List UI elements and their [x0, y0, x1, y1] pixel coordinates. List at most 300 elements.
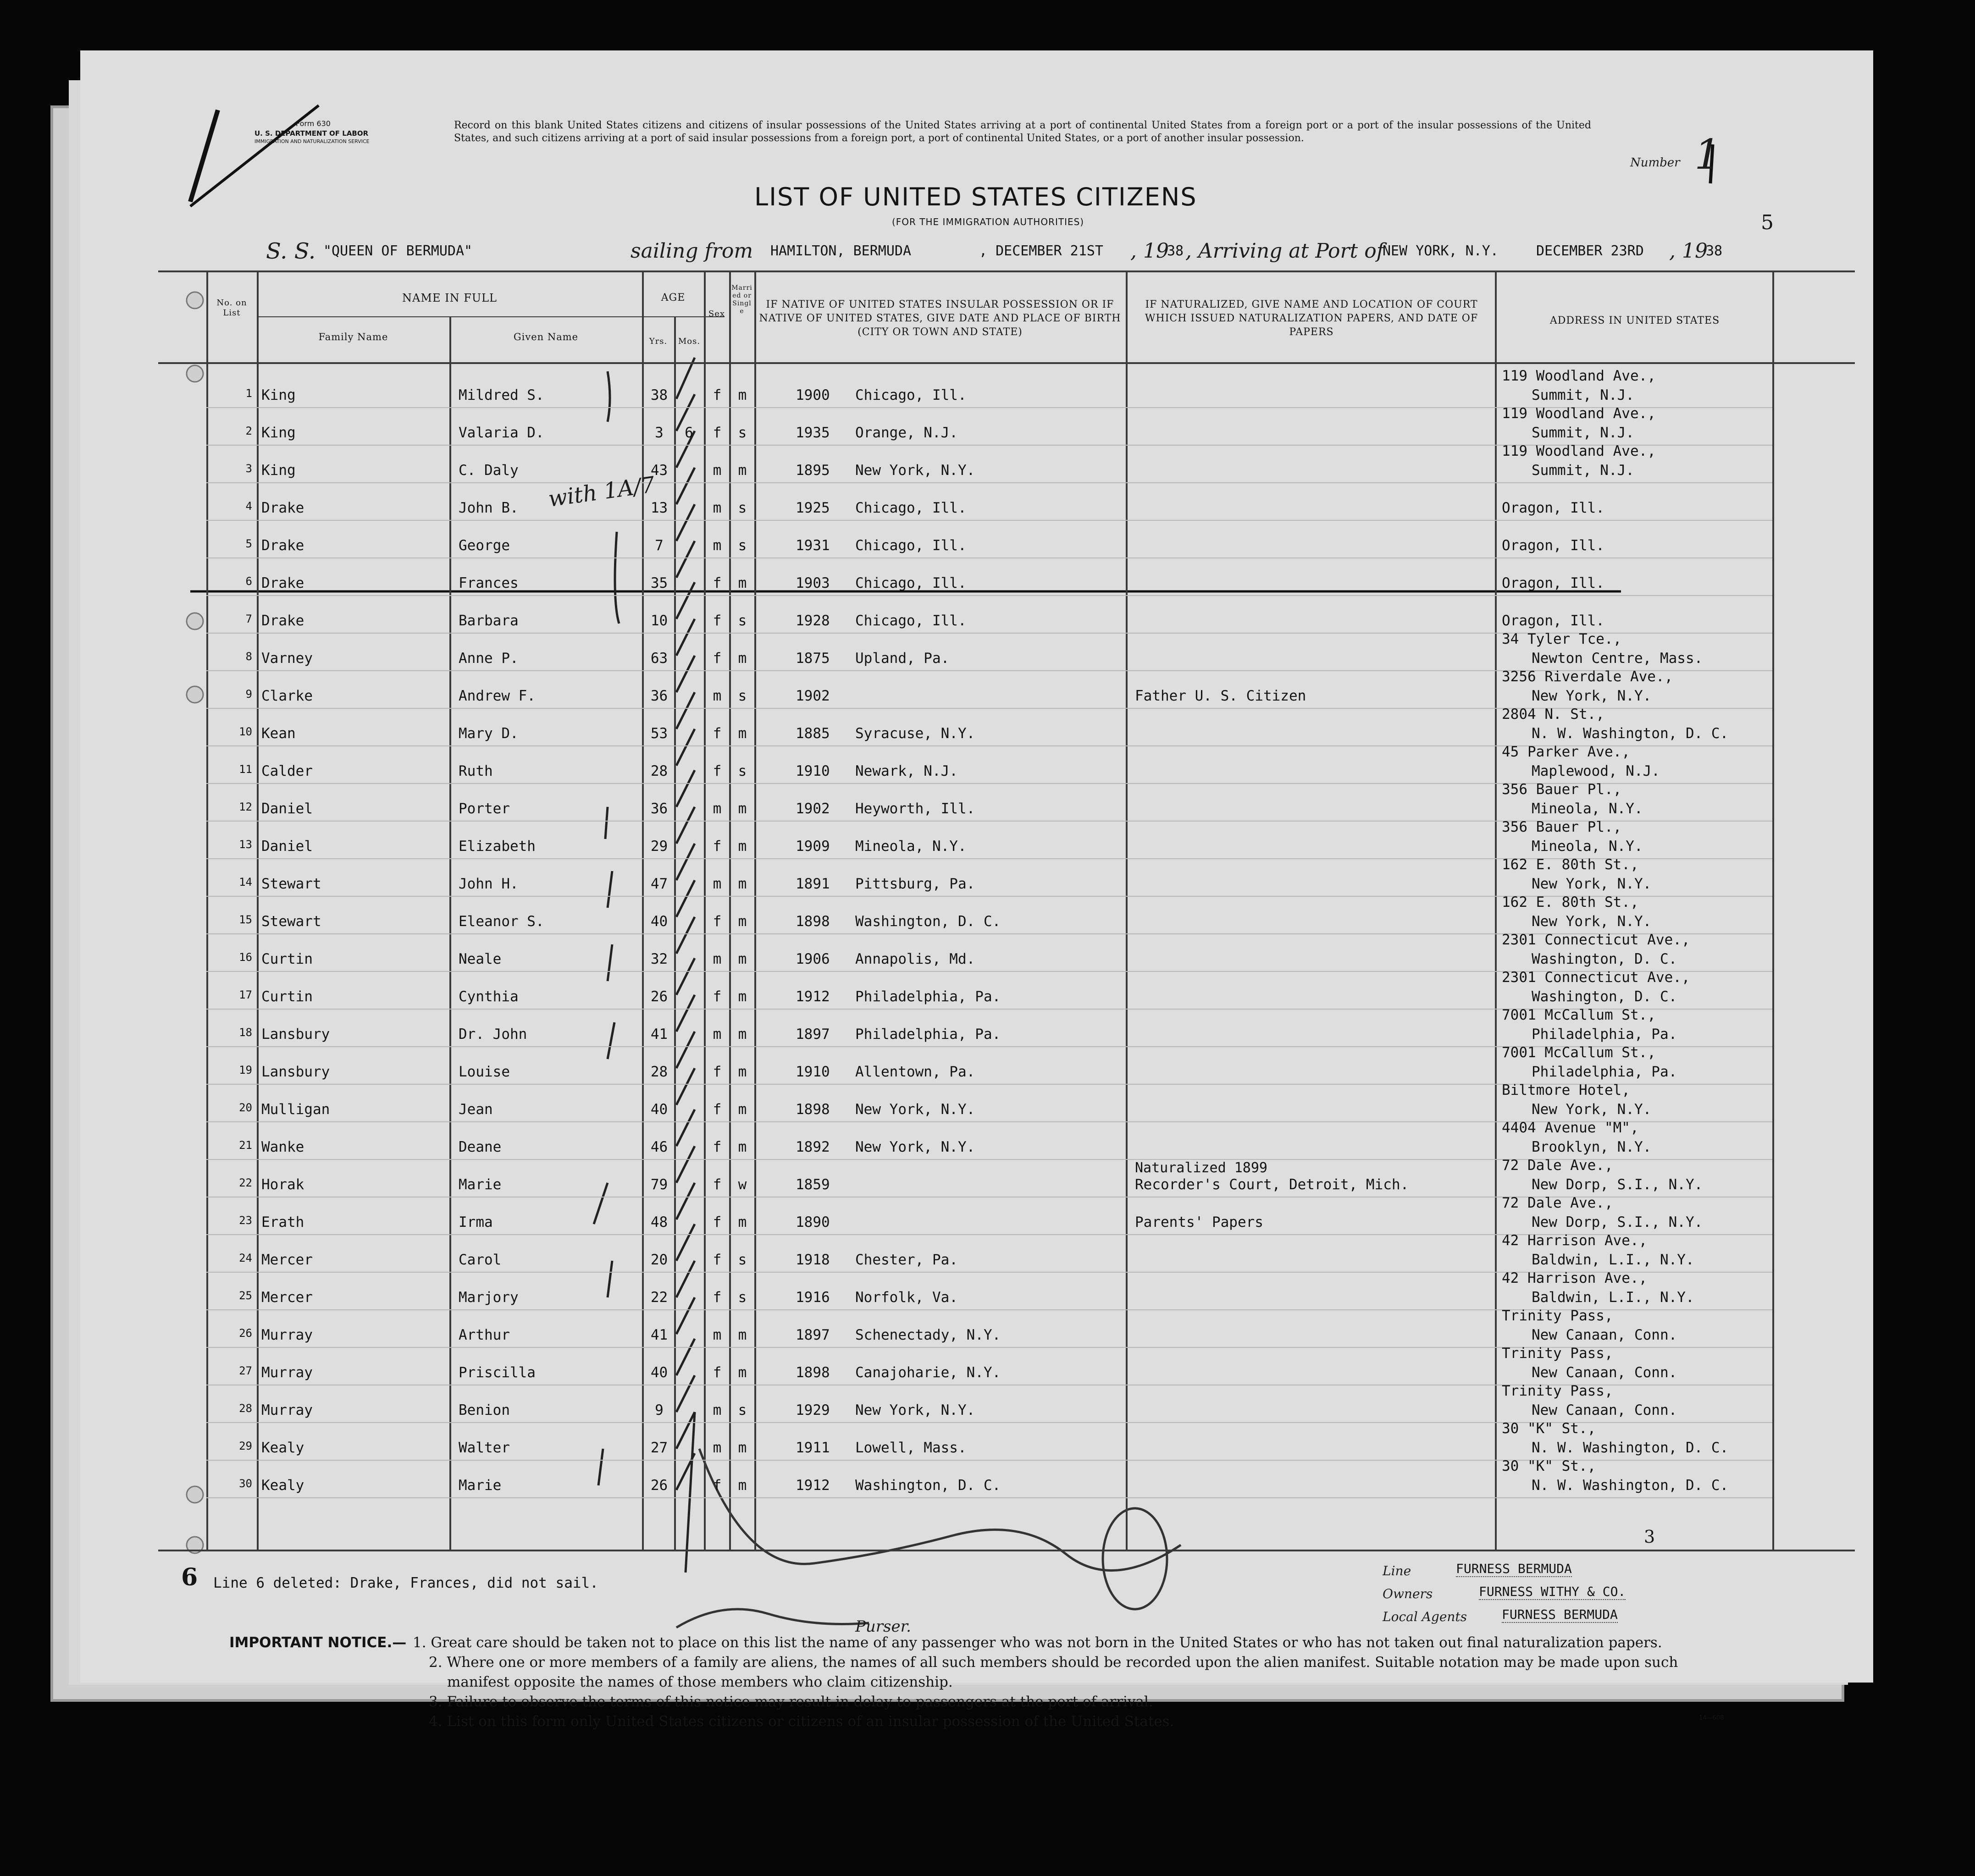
cell-address-line1: 45 Parker Ave.,	[1502, 744, 1630, 760]
cell-given: Anne P.	[459, 650, 519, 667]
arrival-date: DECEMBER 23RD	[1536, 243, 1644, 259]
cell-place: Norfolk, Va.	[855, 1289, 958, 1306]
cell-place: Schenectady, N.Y.	[855, 1327, 1001, 1343]
cell-given: Neale	[459, 951, 502, 967]
cell-address-line1: Trinity Pass,	[1502, 1345, 1613, 1362]
cell-given: Priscilla	[459, 1364, 536, 1381]
margin-six: 6	[181, 1563, 198, 1591]
cell-year: 1902	[796, 800, 830, 817]
cell-ms: s	[738, 1402, 747, 1418]
cell-family: Lansbury	[261, 1026, 330, 1043]
sail-year-prefix: , 19	[1130, 239, 1169, 263]
cell-year: 1906	[796, 951, 830, 967]
cell-family: Murray	[261, 1364, 313, 1381]
cell-no: 1	[245, 387, 252, 400]
cell-given: Dr. John	[459, 1026, 527, 1043]
cell-family: Curtin	[261, 951, 313, 967]
col-header-no: No. on List	[216, 298, 247, 318]
cell-given: Cynthia	[459, 988, 519, 1005]
cell-yrs: 7	[655, 537, 664, 554]
cell-yrs: 53	[650, 725, 668, 742]
page-mark: 5	[1761, 211, 1774, 234]
cell-sex: f	[713, 612, 722, 629]
cell-year: 1929	[796, 1402, 830, 1418]
cell-address-line1: Trinity Pass,	[1502, 1383, 1613, 1399]
cell-ms: m	[738, 650, 747, 667]
cell-no: 14	[239, 876, 252, 888]
cell-place: Chicago, Ill.	[855, 537, 967, 554]
cell-sex: f	[713, 838, 722, 855]
cell-yrs: 36	[650, 800, 668, 817]
cell-address-line2: Philadelphia, Pa.	[1532, 1064, 1677, 1080]
col-divider	[704, 270, 706, 1550]
cell-given: Louise	[459, 1064, 510, 1080]
cell-no: 9	[245, 688, 252, 701]
cell-no: 7	[245, 612, 252, 625]
cell-no: 28	[239, 1402, 252, 1415]
cell-sex: f	[713, 1252, 722, 1268]
cell-address-line2: Oragon, Ill.	[1502, 612, 1604, 629]
cell-place: Newark, N.J.	[855, 763, 958, 779]
cell-ms: m	[738, 1440, 747, 1456]
cell-year: 1898	[796, 1101, 830, 1118]
cell-ms: s	[738, 425, 747, 441]
cell-no: 30	[239, 1477, 252, 1490]
cell-year: 1859	[796, 1176, 830, 1193]
cell-address-line2: New Dorp, S.I., N.Y.	[1532, 1214, 1703, 1230]
cell-yrs: 40	[650, 1101, 668, 1118]
table-top-rule	[158, 270, 1855, 272]
cell-sex: f	[713, 1477, 722, 1494]
cell-sex: f	[713, 913, 722, 930]
cell-given: Frances	[459, 575, 519, 591]
line-value: FURNESS BERMUDA	[1456, 1561, 1572, 1576]
cell-address-line2: Oragon, Ill.	[1502, 537, 1604, 554]
cell-address-line1: 30 "K" St.,	[1502, 1458, 1596, 1474]
cell-ms: m	[738, 1214, 747, 1230]
cell-address-line1: 2301 Connecticut Ave.,	[1502, 969, 1690, 986]
cell-given: George	[459, 537, 510, 554]
cell-place: Washington, D. C.	[855, 1477, 1001, 1494]
cell-address-line2: Mineola, N.Y.	[1532, 838, 1643, 855]
cell-nat: Parents' Papers	[1135, 1214, 1263, 1230]
cell-ms: m	[738, 1477, 747, 1494]
col-header-family: Family Name	[318, 331, 388, 342]
cell-given: Mary D.	[459, 725, 519, 742]
cell-sex: m	[713, 951, 722, 967]
cell-address-line1: 30 "K" St.,	[1502, 1420, 1596, 1437]
cell-ms: m	[738, 838, 747, 855]
cell-place: Philadelphia, Pa.	[855, 988, 1001, 1005]
cell-no: 10	[239, 725, 252, 738]
service-label: IMMIGRATION AND NATURALIZATION SERVICE	[254, 138, 370, 144]
cell-address-line1: 42 Harrison Ave.,	[1502, 1270, 1648, 1286]
cell-year: 1910	[796, 763, 830, 779]
cell-given: Marie	[459, 1176, 502, 1193]
number-value: 1	[1694, 131, 1721, 179]
cell-place: Upland, Pa.	[855, 650, 950, 667]
tally-mark: 3	[1644, 1527, 1655, 1547]
cell-given: Valaria D.	[459, 425, 544, 441]
cell-year: 1903	[796, 575, 830, 591]
cell-no: 12	[239, 800, 252, 813]
cell-address-line2: Brooklyn, N.Y.	[1532, 1139, 1652, 1155]
cell-year: 1916	[796, 1289, 830, 1306]
cell-family: Horak	[261, 1176, 304, 1193]
cell-ms: m	[738, 1101, 747, 1118]
arriving-label: , Arriving at Port of	[1185, 239, 1384, 263]
cell-given: Mildred S.	[459, 387, 544, 403]
cell-address-line2: Summit, N.J.	[1532, 387, 1634, 403]
cell-year: 1900	[796, 387, 830, 403]
cell-place: Chicago, Ill.	[855, 575, 967, 591]
cell-ms: m	[738, 1026, 747, 1043]
cell-ms: s	[738, 1289, 747, 1306]
cell-yrs: 13	[650, 500, 668, 516]
owners-value: FURNESS WITHY & CO.	[1479, 1584, 1626, 1599]
cell-ms: s	[738, 1252, 747, 1268]
cell-no: 19	[239, 1064, 252, 1076]
cell-ms: m	[738, 725, 747, 742]
cell-family: Kealy	[261, 1477, 304, 1494]
cell-year: 1890	[796, 1214, 830, 1230]
cell-ms: s	[738, 500, 747, 516]
cell-place: Chicago, Ill.	[855, 387, 967, 403]
cell-place: New York, N.Y.	[855, 1139, 975, 1155]
cell-sex: m	[713, 1440, 722, 1456]
cell-yrs: 27	[650, 1440, 668, 1456]
cell-address-line2: Baldwin, L.I., N.Y.	[1532, 1289, 1694, 1306]
cell-sex: m	[713, 462, 722, 479]
cell-family: Daniel	[261, 800, 313, 817]
col-header-married: Married or Single	[731, 284, 752, 315]
department-label: U. S. DEPARTMENT OF LABOR	[254, 129, 369, 138]
purser-label: Purser.	[855, 1617, 911, 1636]
col-header-birth: IF NATIVE OF UNITED STATES INSULAR POSSESSION OR IF NATIVE OF UNITED STATES, GIVE DATE AND PLACE OF BIRTH (CITY OR TOWN AND STATE)	[759, 299, 1121, 338]
cell-place: Heyworth, Ill.	[855, 800, 975, 817]
cell-address-line2: N. W. Washington, D. C.	[1532, 1477, 1729, 1494]
cell-address-line1: 72 Dale Ave.,	[1502, 1195, 1613, 1211]
cell-family: Curtin	[261, 988, 313, 1005]
col-header-name: NAME IN FULL	[402, 292, 497, 304]
col-header-address: ADDRESS IN UNITED STATES	[1549, 315, 1720, 326]
cell-no: 3	[245, 462, 252, 475]
cell-mos: 6	[685, 425, 693, 441]
cell-no: 24	[239, 1252, 252, 1264]
number-label: Number	[1630, 156, 1680, 170]
cell-yrs: 47	[650, 876, 668, 892]
cell-yrs: 40	[650, 913, 668, 930]
cell-address-line2: New Canaan, Conn.	[1532, 1327, 1677, 1343]
cell-place: Pittsburg, Pa.	[855, 876, 975, 892]
cell-yrs: 41	[650, 1327, 668, 1343]
cell-sex: f	[713, 425, 722, 441]
cell-family: Mercer	[261, 1252, 313, 1268]
cell-nat: Recorder's Court, Detroit, Mich.	[1135, 1176, 1409, 1193]
cell-year: 1897	[796, 1026, 830, 1043]
port-of-arrival: NEW YORK, N.Y.	[1383, 243, 1499, 259]
arrive-year-prefix: , 19	[1669, 239, 1708, 263]
cell-ms: m	[738, 1327, 747, 1343]
cell-sex: f	[713, 1139, 722, 1155]
cell-place: Syracuse, N.Y.	[855, 725, 975, 742]
cell-no: 13	[239, 838, 252, 851]
page-title: LIST OF UNITED STATES CITIZENS	[754, 182, 1197, 211]
owners-label: Owners	[1383, 1586, 1433, 1601]
col-divider	[1495, 270, 1497, 1550]
cell-given: Deane	[459, 1139, 502, 1155]
cell-yrs: 43	[650, 462, 668, 479]
cell-year: 1892	[796, 1139, 830, 1155]
cell-given: Arthur	[459, 1327, 510, 1343]
cell-address-line2: Oragon, Ill.	[1502, 500, 1604, 516]
row-rule	[206, 482, 1772, 483]
col-divider	[754, 270, 756, 1550]
col-header-given: Given Name	[513, 331, 579, 342]
cell-family: Lansbury	[261, 1064, 330, 1080]
ss-label: S. S.	[266, 238, 316, 264]
cell-family: Clarke	[261, 688, 313, 704]
cell-no: 11	[239, 763, 252, 776]
cell-yrs: 28	[650, 1064, 668, 1080]
cell-address-line1: 3256 Riverdale Ave.,	[1502, 668, 1673, 685]
cell-ms: s	[738, 537, 747, 554]
cell-year: 1909	[796, 838, 830, 855]
cell-sex: f	[713, 1101, 722, 1118]
cell-year: 1897	[796, 1327, 830, 1343]
cell-address-line1: 162 E. 80th St.,	[1502, 894, 1639, 910]
cell-no: 26	[239, 1327, 252, 1340]
row-rule	[206, 520, 1772, 521]
cell-sex: f	[713, 1176, 722, 1193]
cell-address-line2: N. W. Washington, D. C.	[1532, 1440, 1729, 1456]
cell-sex: f	[713, 725, 722, 742]
col-divider	[729, 270, 731, 1550]
cell-year: 1912	[796, 988, 830, 1005]
cell-place: Chicago, Ill.	[855, 612, 967, 629]
cell-place: Lowell, Mass.	[855, 1440, 967, 1456]
cell-family: King	[261, 387, 296, 403]
cell-sex: f	[713, 1289, 722, 1306]
cell-sex: f	[713, 1064, 722, 1080]
sailing-date: , DECEMBER 21ST	[979, 243, 1103, 259]
cell-ms: m	[738, 1139, 747, 1155]
cell-address-line1: 7001 McCallum St.,	[1502, 1007, 1656, 1023]
cell-given: C. Daly	[459, 462, 519, 479]
cell-year: 1898	[796, 913, 830, 930]
cell-yrs: 35	[650, 575, 668, 591]
cell-year: 1902	[796, 688, 830, 704]
col-divider	[674, 316, 676, 1550]
agents-value: FURNESS BERMUDA	[1502, 1607, 1618, 1622]
cell-year: 1910	[796, 1064, 830, 1080]
cell-family: Daniel	[261, 838, 313, 855]
cell-family: Mercer	[261, 1289, 313, 1306]
sail-year: 38	[1167, 243, 1184, 259]
cell-family: Kean	[261, 725, 296, 742]
cell-family: Varney	[261, 650, 313, 667]
cell-sex: f	[713, 387, 722, 403]
cell-family: Drake	[261, 575, 304, 591]
table-bottom-rule	[158, 1550, 1855, 1551]
notice-heading: IMPORTANT NOTICE.—	[229, 1634, 407, 1651]
cell-address-line2: New York, N.Y.	[1532, 876, 1652, 892]
agents-label: Local Agents	[1383, 1609, 1467, 1624]
cell-given: Elizabeth	[459, 838, 536, 855]
cell-given: Walter	[459, 1440, 510, 1456]
cell-no: 8	[245, 650, 252, 663]
col-divider	[206, 270, 208, 1550]
cell-ms: m	[738, 951, 747, 967]
cell-address-line1: Biltmore Hotel,	[1502, 1082, 1630, 1098]
cell-address-line2: Oragon, Ill.	[1502, 575, 1604, 591]
cell-given: Marie	[459, 1477, 502, 1494]
cell-sex: f	[713, 1214, 722, 1230]
cell-family: Stewart	[261, 913, 321, 930]
cell-address-line1: Trinity Pass,	[1502, 1308, 1613, 1324]
cell-sex: f	[713, 1364, 722, 1381]
cell-family: Murray	[261, 1327, 313, 1343]
cell-no: 18	[239, 1026, 252, 1039]
cell-place: Allentown, Pa.	[855, 1064, 975, 1080]
cell-given: Irma	[459, 1214, 493, 1230]
cell-family: Erath	[261, 1214, 304, 1230]
cell-family: Mulligan	[261, 1101, 330, 1118]
cell-yrs: 29	[650, 838, 668, 855]
cell-address-line2: Baldwin, L.I., N.Y.	[1532, 1252, 1694, 1268]
col-divider	[257, 270, 259, 1550]
cell-sex: m	[713, 800, 722, 817]
row-rule	[206, 595, 1772, 596]
cell-address-line1: 356 Bauer Pl.,	[1502, 781, 1622, 798]
cell-no: 15	[239, 913, 252, 926]
cell-sex: m	[713, 688, 722, 704]
handwritten-annotation: with 1A/7	[547, 472, 657, 512]
line-label: Line	[1383, 1563, 1411, 1578]
cell-no: 23	[239, 1214, 252, 1227]
cell-sex: m	[713, 1402, 722, 1418]
cell-ms: m	[738, 800, 747, 817]
header-bottom-rule	[158, 362, 1855, 364]
cell-yrs: 26	[650, 988, 668, 1005]
cell-address-line1: 42 Harrison Ave.,	[1502, 1232, 1648, 1249]
cell-ms: m	[738, 1064, 747, 1080]
cell-year: 1918	[796, 1252, 830, 1268]
col-header-mos: Mos.	[678, 337, 701, 346]
cell-ms: m	[738, 988, 747, 1005]
cell-year: 1891	[796, 876, 830, 892]
cell-address-line1: 2301 Connecticut Ave.,	[1502, 932, 1690, 948]
cell-no: 27	[239, 1364, 252, 1377]
cell-address-line1: 119 Woodland Ave.,	[1502, 368, 1656, 384]
cell-yrs: 10	[650, 612, 668, 629]
cell-family: King	[261, 462, 296, 479]
port-of-departure: HAMILTON, BERMUDA	[770, 243, 912, 259]
cell-address-line1: 2804 N. St.,	[1502, 706, 1604, 723]
cell-family: Drake	[261, 612, 304, 629]
cell-place: Washington, D. C.	[855, 913, 1001, 930]
cell-address-line2: Mineola, N.Y.	[1532, 800, 1643, 817]
cell-ms: m	[738, 913, 747, 930]
cell-place: Canajoharie, N.Y.	[855, 1364, 1001, 1381]
cell-ms: m	[738, 387, 747, 403]
cell-no: 21	[239, 1139, 252, 1152]
cell-place: Mineola, N.Y.	[855, 838, 967, 855]
cell-place: New York, N.Y.	[855, 1402, 975, 1418]
cell-ms: m	[738, 1364, 747, 1381]
cell-no: 25	[239, 1289, 252, 1302]
cell-place: Orange, N.J.	[855, 425, 958, 441]
arrive-year: 38	[1706, 243, 1723, 259]
col-header-sex: Sex	[708, 309, 725, 319]
cell-ms: s	[738, 763, 747, 779]
notice-item-2-cont: manifest opposite the names of those members who claim citizenship.	[447, 1674, 953, 1690]
notice-item-3: 3. Failure to observe the terms of this notice may result in delay to passengers at the port of arrival.	[429, 1694, 1153, 1710]
cell-address-line1: 72 Dale Ave.,	[1502, 1157, 1613, 1174]
col-divider	[449, 316, 451, 1550]
cell-address-line2: New York, N.Y.	[1532, 913, 1652, 930]
cell-year: 1875	[796, 650, 830, 667]
cell-ms: s	[738, 612, 747, 629]
cell-sex: m	[713, 537, 722, 554]
notice-item-2: 2. Where one or more members of a family are aliens, the names of all such members should be recorded upon the alien manifest. Suitable notation may be made upon such	[429, 1654, 1678, 1671]
record-instructions: Record on this blank United States citizens and citizens of insular possessions of the United States arriving at a port of continental United States from a foreign port or a port of the insular possessions of the United States, and such citizens arriving at a port of said insular possessions from a foreign port, a port of continental United States, or a port of another insular possession.	[454, 120, 1591, 144]
cell-yrs: 46	[650, 1139, 668, 1155]
cell-address-line2: New Canaan, Conn.	[1532, 1364, 1677, 1381]
row21-naturalized-note: Naturalized 1899	[1135, 1160, 1267, 1176]
cell-address-line2: Washington, D. C.	[1532, 951, 1677, 967]
ship-name: "QUEEN OF BERMUDA"	[323, 243, 473, 259]
cell-address-line2: Philadelphia, Pa.	[1532, 1026, 1677, 1043]
name-subheader-rule	[257, 316, 725, 317]
cell-given: Eleanor S.	[459, 913, 544, 930]
cell-no: 17	[239, 988, 252, 1001]
cell-yrs: 26	[650, 1477, 668, 1494]
cell-yrs: 79	[650, 1176, 668, 1193]
cell-year: 1898	[796, 1364, 830, 1381]
cell-family: Stewart	[261, 876, 321, 892]
cell-year: 1931	[796, 537, 830, 554]
col-divider	[642, 270, 644, 1550]
cell-sex: m	[713, 1026, 722, 1043]
cell-sex: f	[713, 575, 722, 591]
cell-year: 1928	[796, 612, 830, 629]
cell-year: 1885	[796, 725, 830, 742]
cell-family: Calder	[261, 763, 313, 779]
cell-sex: f	[713, 988, 722, 1005]
cell-yrs: 41	[650, 1026, 668, 1043]
cell-place: Chester, Pa.	[855, 1252, 958, 1268]
cell-ms: m	[738, 575, 747, 591]
cell-year: 1912	[796, 1477, 830, 1494]
cell-year: 1935	[796, 425, 830, 441]
cell-no: 4	[245, 500, 252, 513]
cell-family: Wanke	[261, 1139, 304, 1155]
row-rule	[206, 1497, 1772, 1498]
cell-address-line1: 162 E. 80th St.,	[1502, 856, 1639, 873]
cell-given: Ruth	[459, 763, 493, 779]
cell-address-line2: N. W. Washington, D. C.	[1532, 725, 1729, 742]
cell-address-line2: Summit, N.J.	[1532, 462, 1634, 479]
cell-year: 1911	[796, 1440, 830, 1456]
cell-address-line1: 356 Bauer Pl.,	[1502, 819, 1622, 835]
cell-yrs: 20	[650, 1252, 668, 1268]
page-subtitle: (FOR THE IMMIGRATION AUTHORITIES)	[892, 216, 1084, 227]
footer-code: 14—608	[1699, 1715, 1724, 1722]
notice-item-1: 1. Great care should be taken not to place on this list the name of any passenger who was not born in the United States or who has not taken out final naturalization papers.	[413, 1634, 1662, 1651]
cell-family: Drake	[261, 537, 304, 554]
col-header-yrs: Yrs.	[649, 337, 668, 346]
